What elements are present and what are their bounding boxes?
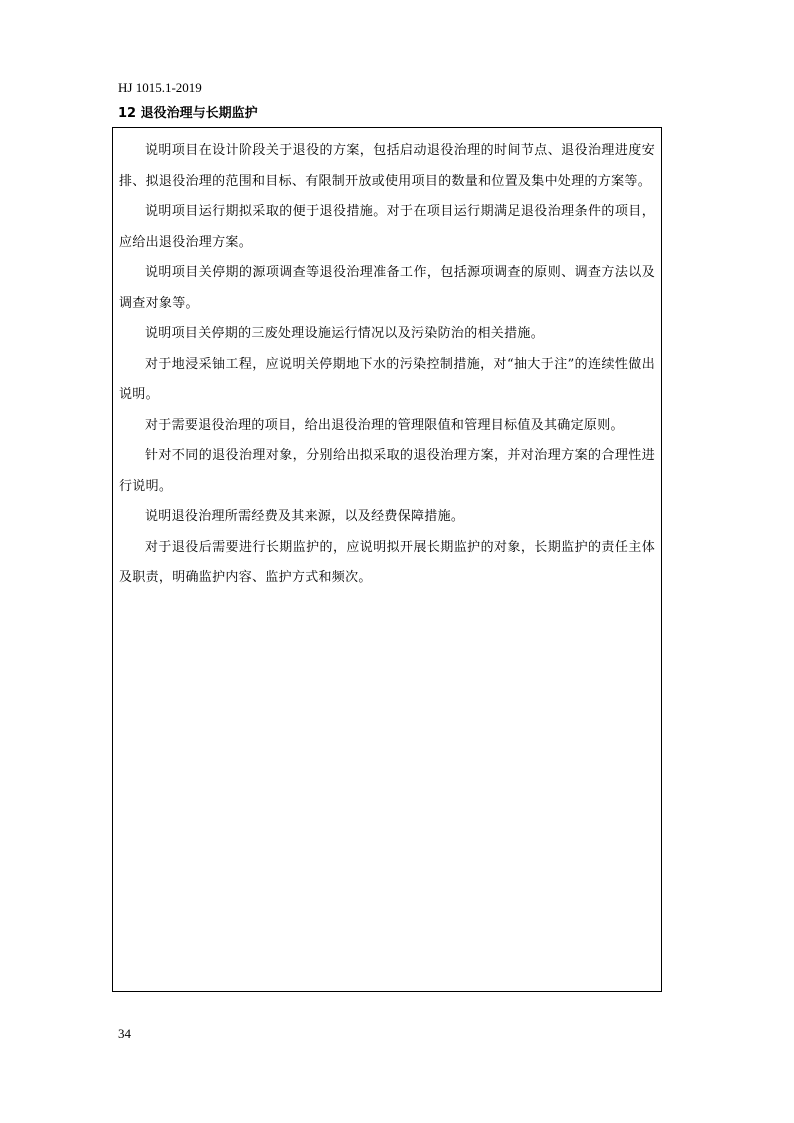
paragraph-decommission-plans: 针对不同的退役治理对象，分别给出拟采取的退役治理方案，并对治理方案的合理性进行说明。 — [119, 448, 655, 494]
section-title: 12 退役治理与长期监护 — [118, 106, 258, 121]
document-code: HJ 1015.1-2019 — [118, 80, 202, 95]
content-box — [112, 127, 662, 992]
paragraph-operation-measures: 说明项目运行期拟采取的便于退役措施。对于在项目运行期满足退役治理条件的项目，应给出退役治理方案。 — [119, 204, 655, 250]
paragraph-source-investigation: 说明项目关停期的源项调查等退役治理准备工作，包括源项调查的原则、调查方法以及调查对象等。 — [119, 265, 655, 311]
page-number: 34 — [118, 1026, 131, 1041]
paragraph-funding: 说明退役治理所需经费及其来源，以及经费保障措施。 — [145, 509, 465, 524]
content-body — [113, 128, 661, 594]
paragraph-waste-facilities: 说明项目关停期的三废处理设施运行情况以及污染防治的相关措施。 — [145, 326, 545, 341]
paragraph-management-limits: 对于需要退役治理的项目，给出退役治理的管理限值和管理目标值及其确定原则。 — [145, 417, 624, 433]
paragraph-in-situ-leach: 对于地浸采铀工程，应说明关停期地下水的污染控制措施，对“抽大于注”的连续性做出说明。 — [119, 356, 655, 402]
paragraph-design-stage-plan: 说明项目在设计阶段关于退役的方案，包括启动退役治理的时间节点、退役治理进度安排、拟退役治理的范围和目标、有限制开放或使用项目的数量和位置及集中处理的方案等。 — [119, 143, 655, 189]
paragraph-long-term-monitoring: 对于退役后需要进行长期监护的，应说明拟开展长期监护的对象，长期监护的责任主体及职责，明确监护内容、监护方式和频次。 — [119, 539, 655, 585]
